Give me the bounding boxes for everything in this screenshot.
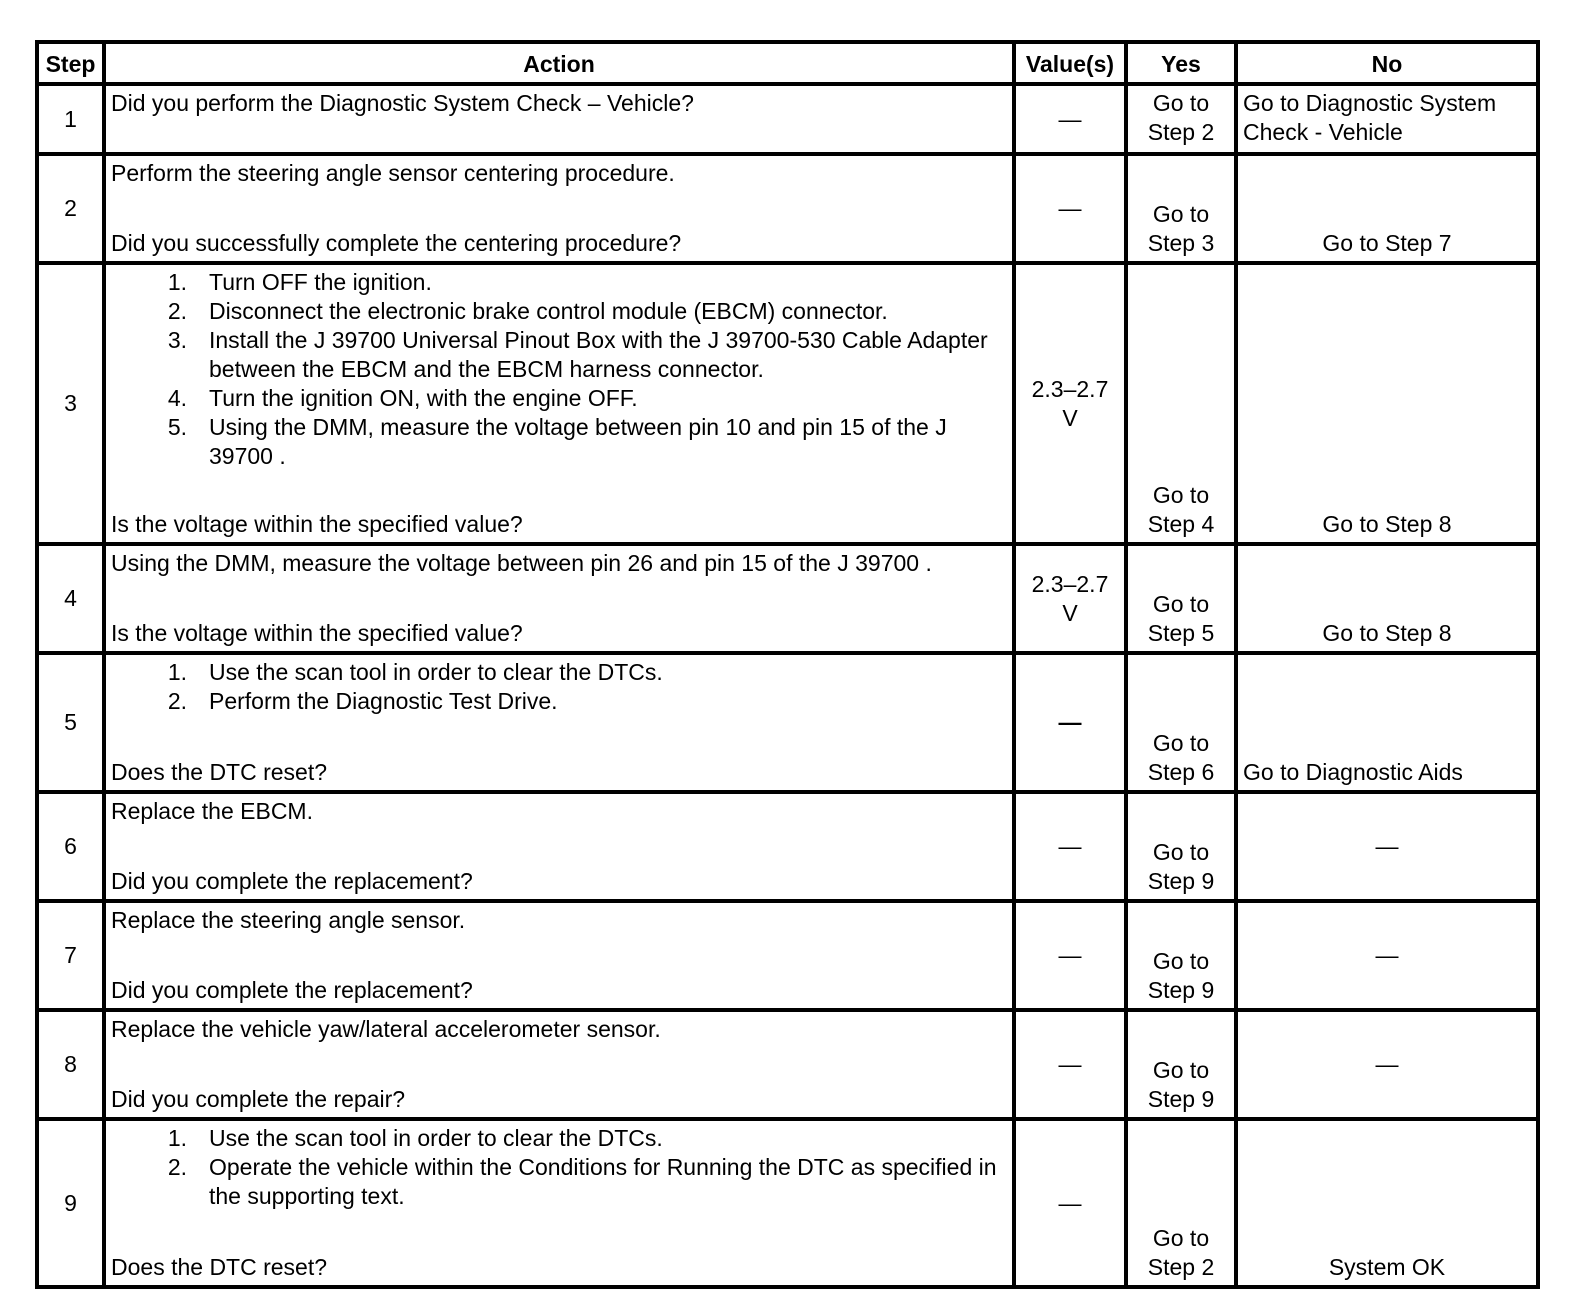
table-row [37,792,1538,901]
yes-line1: Go to [1152,1057,1210,1083]
header-step: Step [37,42,104,84]
value-line2: V [1062,404,1078,431]
list-item: 2. Disconnect the electronic brake control module (EBCM) connector. [167,298,888,324]
yes-cell [1126,1119,1236,1287]
yes-cell [1126,84,1236,154]
no-cell: — [1236,792,1538,901]
action-question: Did you complete the replacement? [111,977,473,1003]
action-text: Replace the EBCM. [111,798,313,824]
header-action: Action [104,42,1014,84]
list-item: 2. Perform the Diagnostic Test Drive. [167,688,558,714]
no-cell: — [1236,901,1538,1010]
procedure-list [111,1124,1008,1211]
diagnostic-table [35,40,1540,1289]
value-line1: 2.3–2.7 [1031,375,1109,402]
yes-line2: Step 2 [1147,119,1215,145]
table-row [37,84,1538,154]
value-cell [1014,263,1126,544]
yes-line1: Go to [1152,1225,1210,1251]
yes-cell [1126,792,1236,901]
action-question: Did you complete the replacement? [111,868,473,894]
yes-line1: Go to [1152,90,1210,116]
value-line1: 2.3–2.7 [1031,570,1109,597]
yes-line2: Step 5 [1147,620,1215,646]
step-number: 8 [37,1010,104,1119]
step-number: 5 [37,653,104,792]
no-cell: Go to Step 8 [1236,263,1538,544]
no-cell: Go to Step 8 [1236,544,1538,653]
step-number: 7 [37,901,104,1010]
yes-cell [1126,154,1236,263]
no-cell: Go to Diagnostic Aids [1236,653,1538,792]
step-number: 2 [37,154,104,263]
action-cell [104,544,1014,653]
list-item: 3. Install the J 39700 Universal Pinout Box with the J 39700-530 Cable Adapter between the EBCM and the EBCM harness connector. [167,327,988,382]
no-line2: Check - Vehicle [1243,119,1403,145]
action-cell [104,901,1014,1010]
table-row [37,1119,1538,1287]
action-cell [104,154,1014,263]
action-question: Does the DTC reset? [111,759,328,785]
yes-cell [1126,901,1236,1010]
value-line2: V [1062,599,1078,626]
procedure-list [111,658,1008,716]
table-row [37,544,1538,653]
step-number: 4 [37,544,104,653]
yes-cell [1126,263,1236,544]
yes-line2: Step 9 [1147,977,1215,1003]
no-cell [1236,84,1538,154]
action-text: Replace the vehicle yaw/lateral accelerometer sensor. [111,1016,661,1042]
no-cell: Go to Step 7 [1236,154,1538,263]
action-question: Does the DTC reset? [111,1254,328,1280]
yes-line1: Go to [1152,591,1210,617]
step-number: 3 [37,263,104,544]
value-cell: — [1014,1010,1126,1119]
procedure-list [111,268,1008,471]
action-cell [104,263,1014,544]
value-cell: — [1014,653,1126,792]
action-cell [104,84,1014,154]
yes-line2: Step 9 [1147,1086,1215,1112]
action-cell [104,653,1014,792]
yes-line1: Go to [1152,201,1210,227]
yes-line2: Step 2 [1147,1254,1215,1280]
step-number: 1 [37,84,104,154]
table-row [37,263,1538,544]
table-row [37,901,1538,1010]
list-item: 4. Turn the ignition ON, with the engine OFF. [167,385,638,411]
action-question: Is the voltage within the specified value? [111,620,523,646]
yes-line2: Step 4 [1147,511,1215,537]
yes-cell [1126,544,1236,653]
action-question: Is the voltage within the specified value? [111,511,523,537]
yes-cell [1126,1010,1236,1119]
yes-line1: Go to [1152,839,1210,865]
yes-line2: Step 6 [1147,759,1215,785]
list-item: 1. Use the scan tool in order to clear the DTCs. [167,1125,663,1151]
action-text: Did you perform the Diagnostic System Check – Vehicle? [111,90,694,116]
yes-cell [1126,653,1236,792]
action-text: Replace the steering angle sensor. [111,907,466,933]
value-cell: — [1014,1119,1126,1287]
action-cell [104,1010,1014,1119]
header-no: No [1236,42,1538,84]
step-number: 9 [37,1119,104,1287]
value-cell: — [1014,792,1126,901]
action-cell [104,1119,1014,1287]
list-item: 1. Turn OFF the ignition. [167,269,432,295]
value-cell: — [1014,84,1126,154]
list-item: 1. Use the scan tool in order to clear the DTCs. [167,659,663,685]
step-number: 6 [37,792,104,901]
action-cell [104,792,1014,901]
yes-line1: Go to [1152,730,1210,756]
table-row [37,154,1538,263]
header-values: Value(s) [1014,42,1126,84]
action-text: Perform the steering angle sensor centering procedure. [111,160,675,186]
action-question: Did you complete the repair? [111,1086,406,1112]
no-cell: — [1236,1010,1538,1119]
value-cell: — [1014,154,1126,263]
table-row [37,653,1538,792]
yes-line2: Step 3 [1147,230,1215,256]
no-line1: Go to Diagnostic System [1243,90,1497,116]
yes-line1: Go to [1152,948,1210,974]
yes-line1: Go to [1152,482,1210,508]
header-row [37,42,1538,84]
action-question: Did you successfully complete the centering procedure? [111,230,682,256]
value-cell [1014,544,1126,653]
yes-line2: Step 9 [1147,868,1215,894]
list-item: 2. Operate the vehicle within the Conditions for Running the DTC as specified in the supporting text. [167,1154,997,1209]
list-item: 5. Using the DMM, measure the voltage between pin 10 and pin 15 of the J 39700 . [167,414,947,469]
table-row [37,1010,1538,1119]
header-yes: Yes [1126,42,1236,84]
no-cell: System OK [1236,1119,1538,1287]
value-cell: — [1014,901,1126,1010]
action-text: Using the DMM, measure the voltage between pin 26 and pin 15 of the J 39700 . [111,550,932,576]
